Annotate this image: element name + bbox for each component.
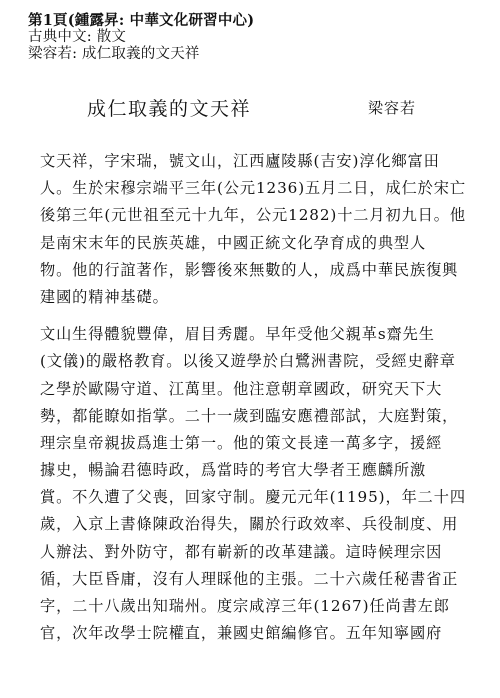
- text-line: 是南宋末年的民族英雄，中國正統文化孕育成的典型人: [40, 233, 427, 252]
- text-line: 文山生得體貌豐偉，眉目秀麗。早年受他父親革s齋先生: [40, 325, 435, 344]
- text-line: 人辦法、對外防守，都有嶄新的改革建議。這時候理宗因: [40, 542, 443, 561]
- text-line: 之學於歐陽守道、江萬里。他注意朝章國政，研究天下大: [40, 379, 443, 398]
- text-line: 文天祥，字宋瑞，號文山，江西廬陵縣(吉安)淳化鄉富田: [40, 152, 440, 170]
- text-line: 建國的精神基礎。: [40, 287, 169, 306]
- text-line: 人。生於宋穆宗端平三年(公元1236)五月二日，成仁於宋亡: [40, 179, 466, 198]
- text-line: 後第三年(元世祖至元十九年，公元1282)十二月初九日。他: [40, 206, 466, 225]
- article-author: 梁容若: [368, 99, 417, 117]
- header-article-ref: 梁容若: 成仁取義的文天祥: [28, 46, 200, 62]
- header-category: 古典中文: 散文: [28, 29, 127, 45]
- header-page-source: 第1頁(鍾露昇: 中華文化研習中心): [28, 12, 255, 29]
- text-line: 字，二十八歲出知瑞州。度宗咸淳三年(1267)任尚書左郎: [40, 597, 450, 615]
- page-header: [28, 12, 478, 63]
- text-line: 物。他的行誼著作，影響後來無數的人，成爲中華民族復興: [40, 260, 459, 279]
- paragraph-1: [40, 148, 480, 311]
- text-line: 循，大臣昏庸，沒有人理睬他的主張。二十六歲任秘書省正: [40, 569, 459, 588]
- article-title: 成仁取義的文天祥: [87, 98, 252, 120]
- text-line: 勢，都能瞭如指掌。二十一歲到臨安應禮部試，大庭對策，: [40, 406, 459, 425]
- article-body: [40, 148, 480, 653]
- paragraph-2: [40, 321, 480, 647]
- text-line: 理宗皇帝親拔爲進士第一。他的策文長達一萬多字，援經: [40, 433, 443, 452]
- text-line: 歲，入京上書條陳政治得失，關於行政效率、兵役制度、用: [40, 515, 459, 534]
- text-line: (文儀)的嚴格教育。以後又遊學於白鷺洲書院，受經史辭章: [40, 352, 456, 371]
- text-line: 據史，暢論君德時政，爲當時的考官大學者王應麟所激: [40, 461, 427, 480]
- text-line: 賞。不久遭了父喪，回家守制。慶元元年(1195)，年二十四: [40, 488, 466, 507]
- article-title-row: [0, 94, 500, 118]
- text-line: 官，次年改學士院權直，兼國史館編修官。五年知寧國府: [40, 624, 443, 643]
